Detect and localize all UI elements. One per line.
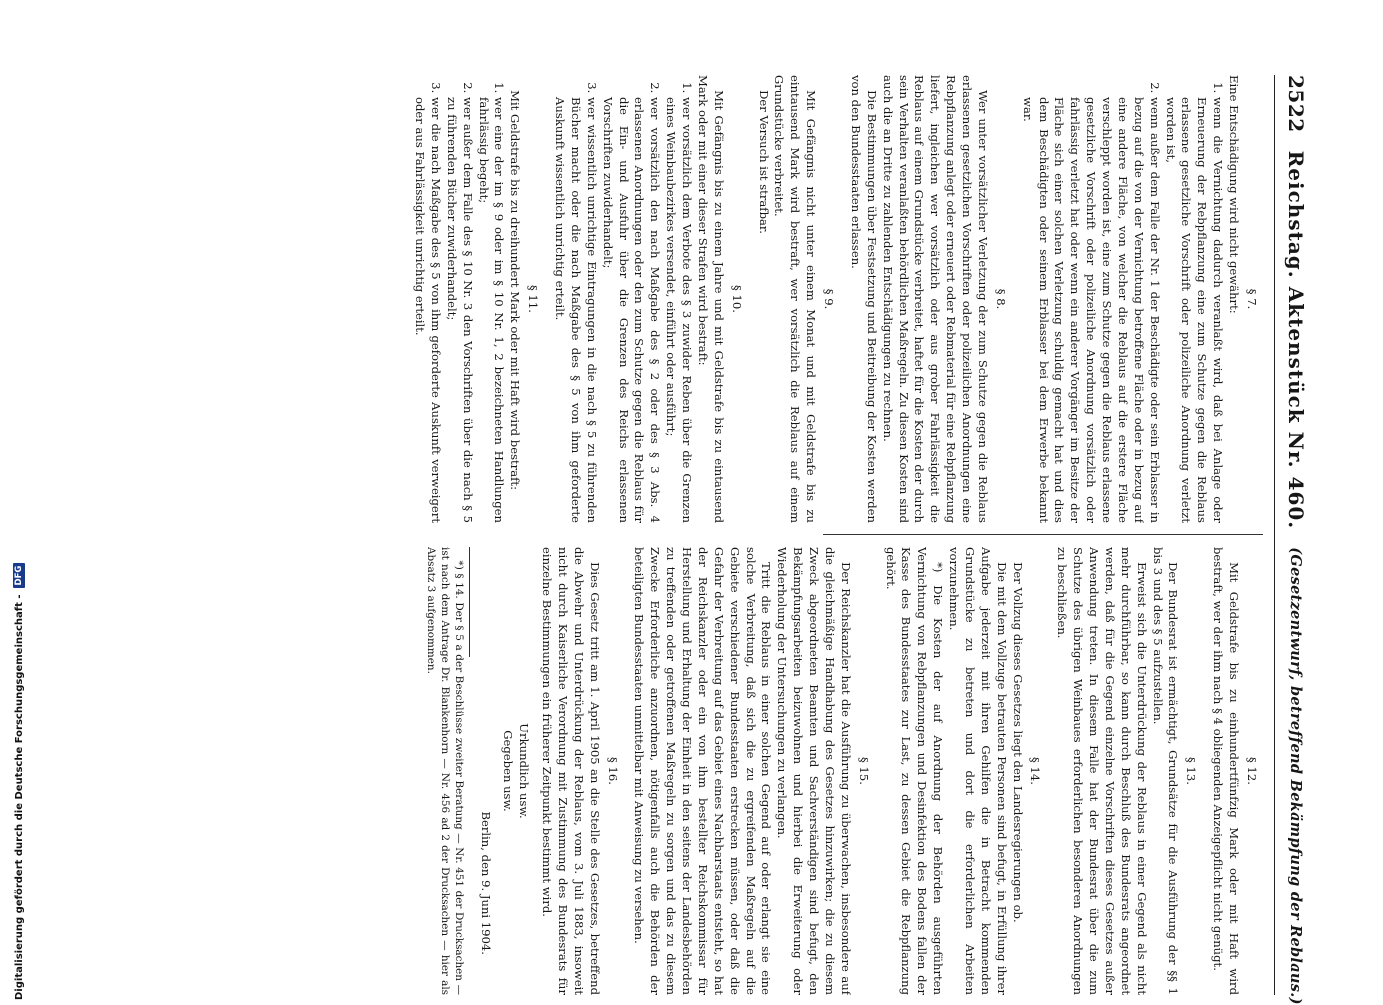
section-10-item-2: 2. wer vorsätzlich den nach Maßgabe des § 2 oder des § 3 Abs. 4 erlassenen Anordnungen oder den zum Schutze gegen die Reblaus für die Ein- und Ausfuhr über die Grenzen des Reichs erlassenen Vorschriften zuwiderhandelt; xyxy=(599,97,663,523)
section-11-item-3: 3. wer die nach Maßgabe des § 5 von ihm geforderte Auskunft verweigert oder aus Fahrlässigkeit unrichtig erteilt. xyxy=(411,97,443,523)
margin-credit-text: Digitalisierung gefördert durch die Deutsche Forschungsgemeinschaft - xyxy=(13,594,25,1000)
section-13-heading: § 13. xyxy=(1184,757,1199,785)
section-9-paragraph-2: Der Versuch ist strafbar. xyxy=(756,90,771,234)
section-11-heading: § 11. xyxy=(526,285,541,313)
right-column xyxy=(143,547,1263,995)
section-8-paragraph-1: Wer unter vorsätzlicher Verletzung der zum Schutze gegen die Reblaus erlassenen gesetzlichen Vorschriften oder polizeilichen Anordnungen eine Rebpflanzung anlegt oder erneuert oder Rebmaterial für eine Rebpflanzung liefert, ingleichen wer vorsätzlich oder aus grober Fahrlässigkeit die Reblaus auf einem Grundstücke verbreitet, haftet für die Kosten der durch sein Verhalten veranlaßten behördlichen Maßregeln. Zu diesen Kosten sind auch die an Dritte zu zahlenden Entschädigungen zu rechnen. xyxy=(880,75,990,523)
dfg-logo-icon: DFG xyxy=(13,563,25,589)
section-13-paragraph-1: Der Bundesrat ist ermächtigt, Grundsätze für die Ausführung der §§ 1 bis 3 und des § 5 aufzustellen. xyxy=(1150,547,1181,995)
section-12-paragraph-1: Mit Geldstrafe bis zu einhundertfünfzig Mark oder mit Haft wird bestraft, wer der ihm nach § 4 obliegenden Anzeigepflicht nicht genügt. xyxy=(1211,547,1242,995)
section-14-paragraph-2: Die mit dem Vollzuge betrauten Personen sind befugt, in Erfüllung ihrer Aufgabe jederzeit mit ihren Gehilfen die in Betracht kommenden Grundstücke zu betreten und dort die erforderlichen Arbeiten vorzunehmen. xyxy=(947,547,1009,995)
margin-credit xyxy=(12,0,26,1000)
section-10-item-1: 1. wer vorsätzlich dem Verbote des § 3 zuwider Reben über die Grenzen eines Weinbaubezirkes versendet, einführt oder ausführt; xyxy=(662,97,694,523)
section-10-heading: § 10. xyxy=(729,285,744,313)
closing-line-2: Gegeben usw. xyxy=(501,730,516,812)
page-header xyxy=(1274,75,1315,1005)
footnote: *) § 14. Der § 5 a der Beschlüsse zweiter Beratung — Nr. 451 der Drucksachen — ist nach dem Antrage Dr. Blankenhorn — Nr. 456 ad 2 der Drucksachen — hier als Absatz 3 aufgenommen. xyxy=(425,547,465,995)
section-7-intro: Eine Entschädigung wird nicht gewährt: xyxy=(1227,75,1242,314)
section-16-paragraph-1: Dies Gesetz tritt am 1. April 1905 an die Stelle des Gesetzes, betreffend die Abwehr und Unterdrückung der Reblaus, vom 3. Juli 1883, insoweit nicht durch Kaiserliche Verordnung mit Zustimmung des Bundesrats für einzelne Bestimmungen ein früherer Zeitpunkt bestimmt wird. xyxy=(540,547,602,995)
page-number: 2522 xyxy=(1283,75,1308,133)
section-10-intro: Mit Gefängnis bis zu einem Jahre und mit Geldstrafe bis zu eintausend Mark oder mit einer dieser Strafen wird bestraft: xyxy=(696,75,726,523)
section-14-paragraph-1: Der Vollzug dieses Gesetzes liegt den Landesregierungen ob. xyxy=(1010,562,1025,923)
section-8-heading: § 8. xyxy=(993,288,1008,310)
section-9-paragraph-1: Mit Gefängnis nicht unter einem Monat und mit Geldstrafe bis zu eintausend Mark wird bestraft, wer vorsätzlich die Reblaus auf einem Grundstücke verbreitet. xyxy=(772,75,819,523)
section-7-item-1: 1. wenn die Vernichtung dadurch veranlaßt wird, daß bei Anlage oder Erneuerung der Rebpflanzung eine zum Schutze gegen die Reblaus erlassene gesetzliche Vorschrift oder polizeiliche Anordnung verletzt worden ist, xyxy=(1162,97,1226,523)
section-10-item-3: 3. wer wissentlich unrichtige Eintragungen in die nach § 5 zu führenden Bücher macht oder die nach Maßgabe des § 5 von ihm geforderte Auskunft wissentlich unrichtig erteilt. xyxy=(551,97,599,523)
section-7-list xyxy=(1019,75,1225,523)
left-column xyxy=(143,75,1263,523)
page-title: Reichstag. Aktenstück Nr. 460. xyxy=(1283,150,1308,530)
section-11-item-2: 2. wer außer dem Falle des § 10 Nr. 3 den Vorschriften über die nach § 5 zu führenden Bücher zuwiderhandelt; xyxy=(443,97,475,523)
section-9-heading: § 9. xyxy=(822,288,837,310)
section-15-paragraph-2: Tritt die Reblaus in einer solchen Gegend auf oder erlangt sie eine solche Verbreitung, daß sich die zu ergreifenden Maßregeln auf die Gebiete verschiedener Bundesstaaten erstrecken müssen, oder daß die Gefahr der Verbreitung auf das Gebiet eines Nachbarstaats entsteht, so hat der Reichskanzler oder ein von ihm bestellter Reichskommissar für Herstellung und Erhaltung der Einheit in den seitens der Landesbehörden zu treffenden oder getroffenen Maßregeln zu sorgen und das zu diesem Zwecke Erforderliche anzuordnen, nötigenfalls auch die Behörden der beteiligten Bundesstaaten unmittelbar mit Anweisung zu versehen. xyxy=(632,547,774,995)
section-8-paragraph-2: Die Bestimmungen über Festsetzung und Beitreibung der Kosten werden von den Bundesstaaten erlassen. xyxy=(849,75,879,523)
section-11-intro: Mit Geldstrafe bis zu dreihundert Mark oder mit Haft wird bestraft: xyxy=(508,90,523,490)
document-page xyxy=(135,75,1315,1005)
column-divider xyxy=(823,534,1263,535)
signature-date: Berlin, den 9. Juni 1904. xyxy=(479,811,494,955)
section-11-item-1: 1. wer eine der im § 9 oder im § 10 Nr. 1, 2 bezeichneten Handlungen fahrlässig begeht; xyxy=(475,97,507,523)
section-15-paragraph-1: Der Reichskanzler hat die Ausführung zu überwachen, insbesondere auf die gleichmäßige Handhabung des Gesetzes hinzuwirken; die zu diesem Zweck abgeordneten Beamten und Sachverständigen sind befugt, den Bekämpfungsarbeiten beizuwohnen und hierbei die Erweiterung oder Wiederholung der Untersuchungen zu verlangen. xyxy=(775,547,853,995)
section-10-list xyxy=(551,75,694,523)
section-14-paragraph-3: *) Die Kosten der auf Anordnung der Behörden ausgeführten Vernichtung von Rebpflanzungen und Desinfektion des Bodens fallen der Kasse des Bundesstaates zur Last, zu dessen Gebiet die Rebpflanzung gehört. xyxy=(883,547,946,995)
section-12-heading: § 12. xyxy=(1245,757,1259,785)
section-14-heading: § 14. xyxy=(1028,757,1043,785)
section-7-heading: § 7. xyxy=(1245,288,1259,310)
section-7-item-2: 2. wenn außer dem Falle der Nr. 1 der Beschädigte oder sein Erblasser in bezug auf die von der Vernichtung betroffene Fläche oder in bezug auf eine andere Fläche, von welcher die Reblaus auf die erstere Fläche verschleppt worden ist, eine zum Schutze gegen die Reblaus erlassene gesetzliche Vorschrift oder polizeiliche Anordnung vorsätzlich oder fahrlässig verletzt hat oder wenn ein anderer Vorgänger im Besitze der Fläche sich einer solchen Verletzung schuldig gemacht hat und dies dem Beschädigten oder seinem Erblasser bei dem Erwerbe bekannt war. xyxy=(1019,97,1162,523)
section-13-paragraph-2: Erweist sich die Unterdrückung der Reblaus in einer Gegend als nicht mehr durchführbar, so kann durch Beschluß des Bundesrats angeordnet werden, daß für die Gegend einzelne Vorschriften dieses Gesetzes außer Anwendung treten. In diesem Falle hat der Bundesrat über die zum Schutze des übrigen Weinbaues erforderlichen besonderen Anordnungen zu beschließen. xyxy=(1055,547,1149,995)
section-15-heading: § 15. xyxy=(856,757,871,785)
closing-line-1: Urkundlich usw. xyxy=(517,723,532,819)
page-subtitle: (Gesetzentwurf, betreffend Bekämpfung der Reblaus.) xyxy=(1286,547,1304,1005)
footnote-rule xyxy=(469,547,470,657)
section-11-list xyxy=(411,75,506,523)
section-16-heading: § 16. xyxy=(605,757,620,785)
